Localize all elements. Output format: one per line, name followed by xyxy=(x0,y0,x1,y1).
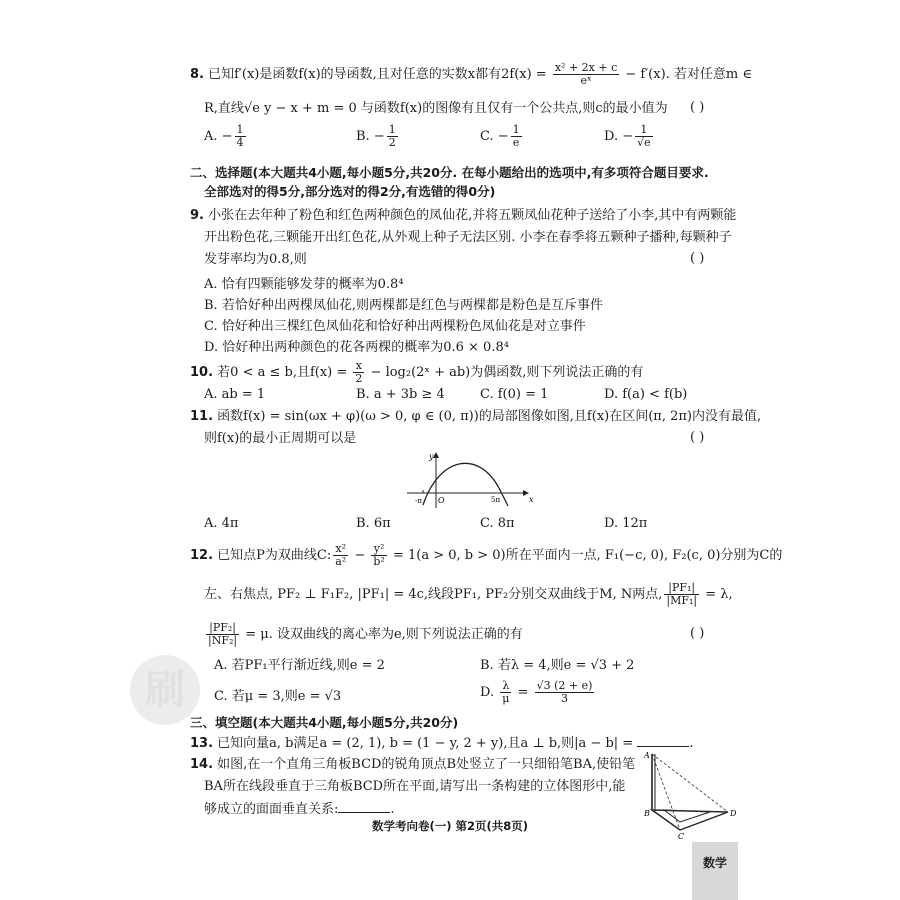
q12-answer-paren: ( ) xyxy=(690,626,705,641)
q10-number: 10. xyxy=(190,365,214,380)
q9-line1: 9. 小张在去年种了粉色和红色两种颜色的凤仙花,并将五颗凤仙花种子送给了小李,其中有两颗能 xyxy=(190,208,737,223)
q11-option-a: A. 4π xyxy=(204,516,239,531)
section2-header-2: 全部选对的得5分,部分选对的得2分,有选错的得0分) xyxy=(204,184,496,199)
q14-line2: BA所在线段垂直于三角板BCD所在平面,请写出一条构建的立体图形中,能 xyxy=(204,779,626,794)
q8-answer-paren: ( ) xyxy=(690,100,705,115)
q11-left-tick: -π xyxy=(415,497,422,505)
section2-header-1: 二、选择题(本大题共4小题,每小题5分,共20分. 在每小题给出的选项中,有多项符合题目要求. xyxy=(190,165,709,180)
q10-line1: 10. 若0 < a ≤ b,且f(x) = $\frac{x}{2}$ − log₂(2ˣ + ab)为偶函数,则下列说法正确的有 xyxy=(190,359,644,385)
q12-option-a: A. 若PF₁平行渐近线,则e = 2 xyxy=(214,658,385,673)
q14-line3: 够成立的面面垂直关系: . xyxy=(204,802,395,817)
q11-line1: 11. 函数f(x) = sin(ωx + φ)(ω > 0, φ ∈ (0, π))的局部图像如图,且f(x)在区间(π, 2π)内没有最值, xyxy=(190,409,762,424)
watermark-logo: 刷 xyxy=(130,655,200,725)
q11-line2: 则f(x)的最小正周期可以是 xyxy=(204,431,357,446)
subject-tab: 数学 xyxy=(692,842,738,900)
q8-number: 8. xyxy=(190,67,204,82)
q10-option-a: A. ab = 1 xyxy=(204,387,266,402)
page-footer: 数学考向卷(一) 第2页(共8页) xyxy=(371,819,529,833)
q12-option-c: C. 若μ = 3,则e = √3 xyxy=(214,689,342,704)
q11-x-label: x xyxy=(529,495,534,504)
q9-line2: 开出粉色花,三颗能开出红色花,从外观上种子无法区别. 小李在春季将五颗种子播种,每颗种子 xyxy=(204,230,732,245)
q11-y-label: y xyxy=(429,452,434,461)
q14-number: 14. xyxy=(190,757,214,772)
q10-fraction: $\frac{x}{2}$ xyxy=(355,359,363,385)
q14-dashed-ad xyxy=(652,754,728,812)
q8-fraction: $\frac{\text{x² + 2x + c}}{\text{eˣ}}$ xyxy=(554,61,618,87)
q8-option-c: C. − $\frac{1}{e}$ xyxy=(480,123,520,149)
q8-line2: R,直线√e y − x + m = 0 与函数f(x)的图像有且仅有一个公共点,则c的最小值为 xyxy=(204,101,668,116)
q12-line1: 12. 已知点P为双曲线C: $\frac{\text{x²}}{\text{a²}}$ − $\frac{\text{y²}}{\text{b²}}$ = 1(a > 0, b > 0)所在平面内一点, F₁(−c, 0), F₂(c, 0)分别为C的 xyxy=(190,542,783,568)
q14-line1: 14. 如图,在一个直角三角板BCD的锐角顶点B处竖立了一只细铅笔BA,使铅笔 xyxy=(190,757,636,772)
q12-number: 12. xyxy=(190,548,214,563)
q10-option-c: C. f(0) = 1 xyxy=(480,387,549,402)
section3-header: 三、填空题(本大题共4小题,每小题5分,共20分) xyxy=(190,715,459,730)
q11-answer-paren: ( ) xyxy=(690,430,705,445)
q10-option-d: D. f(a) < f(b) xyxy=(604,387,688,402)
q8-text-1-end: − f′(x). 若对任意m ∈ xyxy=(625,67,753,82)
q9-option-c: C. 恰好种出三棵红色凤仙花和恰好种出两棵粉色凤仙花是对立事件 xyxy=(204,319,586,334)
q12-option-d: D. $\frac{\lambda}{\mu}$ = $\frac{√3 (2 + e)}{3}$ xyxy=(480,679,593,705)
q8-text-1: 已知f′(x)是函数f(x)的导函数,且对任意的实数x都有2f(x) = xyxy=(208,67,551,82)
q9-option-b: B. 若恰好种出两棵凤仙花,则两棵都是红色与两棵都是粉色是互斥事件 xyxy=(204,298,603,313)
q8-line1 xyxy=(190,62,752,87)
q14-label-a: A xyxy=(644,751,650,760)
q11-origin-label: O xyxy=(438,496,445,505)
q9-option-d: D. 恰好种出两种颜色的花各两棵的概率为0.6 × 0.8⁴ xyxy=(204,340,509,355)
q10-option-b: B. a + 3b ≥ 4 xyxy=(356,387,445,402)
q11-y-arrow xyxy=(433,452,439,458)
q8-option-d: D. − $\frac{1}{√e}$ xyxy=(604,123,651,149)
q13-number: 13. xyxy=(190,736,214,751)
q9-answer-paren: ( ) xyxy=(690,251,705,266)
q12-line3: $\frac{\text{|PF₂|}}{\text{|NF₂|}}$ = μ. 设双曲线的离心率为e,则下列说法正确的有 xyxy=(208,621,523,647)
q11-option-d: D. 12π xyxy=(604,516,648,531)
q11-option-b: B. 6π xyxy=(356,516,391,531)
q14-label-d: D xyxy=(730,809,737,818)
q8-option-a: A. − $\frac{1}{4}$ xyxy=(204,123,244,149)
q8-option-b: B. − $\frac{1}{2}$ xyxy=(356,123,396,149)
q9-number: 9. xyxy=(190,208,204,223)
q14-label-b: B xyxy=(644,809,650,818)
q12-option-b: B. 若λ = 4,则e = √3 + 2 xyxy=(480,658,635,673)
q11-sine-graph xyxy=(405,450,535,510)
q9-line3: 发芽率均为0.8,则 xyxy=(204,252,307,267)
q14-answer-blank[interactable] xyxy=(338,800,390,813)
q11-option-c: C. 8π xyxy=(480,516,515,531)
q13-line: 13. 已知向量a, b满足a = (2, 1), b = (1 − y, 2 + y),且a ⊥ b,则|a − b| = . xyxy=(190,736,694,751)
q14-label-c: C xyxy=(678,832,685,840)
q9-option-a: A. 恰有四颗能够发芽的概率为0.8⁴ xyxy=(204,277,404,292)
q13-answer-blank[interactable] xyxy=(637,734,689,747)
q12-line2: 左、右焦点, PF₂ ⊥ F₁F₂, |PF₁| = 4c,线段PF₁, PF₂分别交双曲线于M, N两点, $\frac{\text{|PF₁|}}{\text{|MF₁|}}$ = λ, xyxy=(204,581,733,607)
q11-number: 11. xyxy=(190,409,214,424)
q11-right-tick: 5π xyxy=(491,496,501,504)
